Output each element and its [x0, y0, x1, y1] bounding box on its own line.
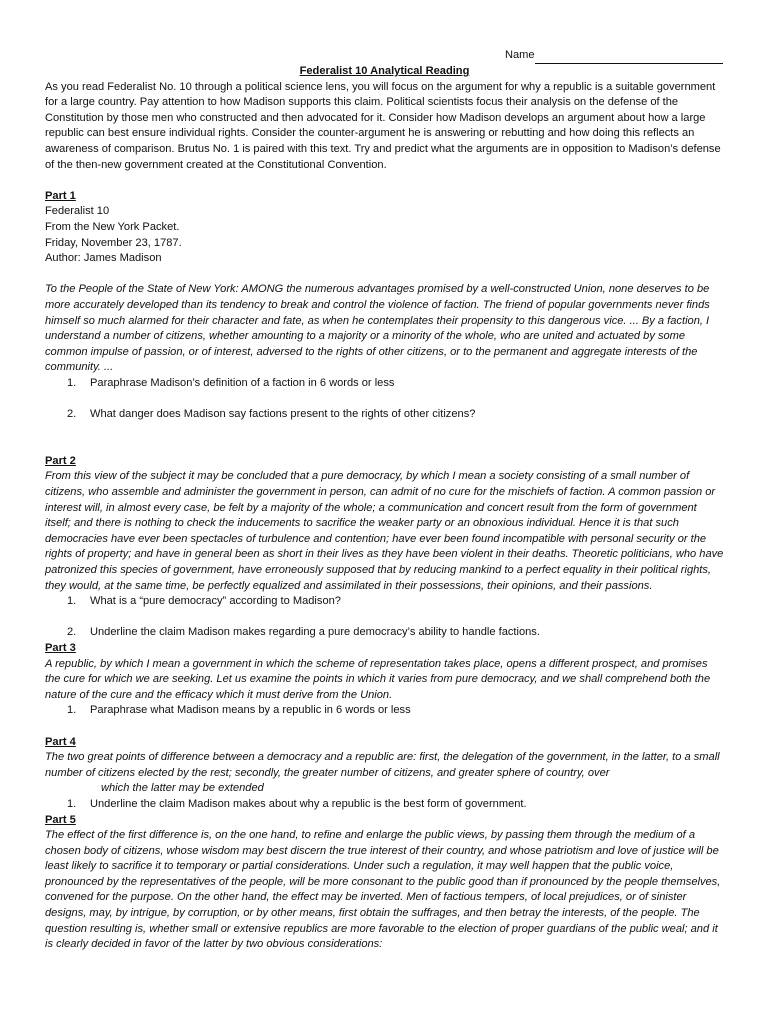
intro-paragraph: As you read Federalist No. 10 through a political science lens, you will focus on the argument for why a republic is a suitable government for a large country. Pay attention to how Madison supports this claim. Political scientists focus their analysis on the defense of the Constitution by those men who constructed and then advocated for it. Consider how Madison develops an argument about how a large republic can best ensure individual rights. Consider the counter-argument he is answering or rebutting and how doing this reflects an awareness of comparison. Brutus No. 1 is paired with this text. Try and predict what the arguments are in opposition to Madison’s defense of the then-new government created at the Constitutional Convention.: [45, 80, 721, 171]
part-4-questions: [45, 797, 724, 813]
name-blank-line[interactable]: [535, 51, 723, 64]
question-item: 1. Paraphrase what Madison means by a republic in 6 words or less: [67, 704, 411, 717]
part-1-questions: [45, 376, 724, 423]
part-1-heading: Part 1: [45, 189, 76, 202]
part-4-heading: Part 4: [45, 735, 76, 748]
question-item: 1. Underline the claim Madison makes about why a republic is the best form of government.: [67, 797, 527, 810]
part-3-questions: [45, 703, 724, 719]
part-2-questions: [45, 594, 724, 641]
source-line: Federalist 10: [45, 205, 110, 218]
name-label: Name: [505, 49, 535, 61]
source-line: Author: James Madison: [45, 252, 162, 265]
part-3-heading: Part 3: [45, 641, 76, 654]
part-2-passage: From this view of the subject it may be concluded that a pure democracy, by which I mean a society consisting of a small number of citizens, who assemble and administer the government in person, can admit of no cure for the mischiefs of faction. A common passion or interest will, in almost every case, be felt by a majority of the whole; a communication and concert result from the form of government itself; and there is nothing to check the inducements to sacrifice the weaker party or an obnoxious individual. Hence it is that such democracies have ever been spectacles of turbulence and contention; have ever been found incompatible with personal security or the rights of property; and have in general been as short in their lives as they have been violent in their deaths. Theoretic politicians, who have patronized this species of government, have erroneously supposed that by reducing mankind to a perfect equality in their political rights, they would, at the same time, be perfectly equalized and assimilated in their possessions, their opinions, and their passions.: [45, 470, 724, 592]
part-4-passage-continued: which the latter may be extended: [101, 782, 264, 795]
part-5-heading: Part 5: [45, 813, 76, 826]
part-5-passage: The effect of the first difference is, on the one hand, to refine and enlarge the public views, by passing them through the medium of a chosen body of citizens, whose wisdom may best discern the true interest of their country, and whose patriotism and love of justice will be least likely to sacrifice it to temporary or partial considerations. Under such a regulation, it may well happen that the public voice, pronounced by the representatives of the people, will be more consonant to the public good than if pronounced by the people themselves, convened for the purpose. On the other hand, the effect may be inverted. Men of factious tempers, of local prejudices, or of sinister designs, may, by intrigue, by corruption, or by other means, first obtain the suffrages, and then betray the interests, of the people. The question resulting is, whether small or extensive republics are more favorable to the election of proper guardians of the public weal; and it is clearly decided in favor of the latter by two obvious considerations:: [45, 829, 721, 951]
question-item: 1. What is a “pure democracy” according to Madison?: [67, 595, 341, 608]
part-4-passage: The two great points of difference between a democracy and a republic are: first, the delegation of the government, in the latter, to a small number of citizens elected by the rest; secondly, the greater number of citizens, and greater sphere of country, over: [45, 751, 720, 779]
question-item: 2. What danger does Madison say factions present to the rights of other citizens?: [67, 408, 476, 421]
question-item: 2. Underline the claim Madison makes regarding a pure democracy’s ability to handle factions.: [67, 626, 540, 639]
part-1-passage: To the People of the State of New York: AMONG the numerous advantages promised by a well-constructed Union, none deserves to be more accurately developed than its tendency to break and control the violence of faction. The friend of popular governments never finds himself so much alarmed for their character and fate, as when he contemplates their propensity to this dangerous vice. ... By a faction, I understand a number of citizens, whether amounting to a majority or a minority of the whole, who are united and actuated by some common impulse of passion, or of interest, adversed to the rights of other citizens, or to the permanent and aggregate interests of the community. ...: [45, 283, 710, 374]
source-line: From the New York Packet.: [45, 220, 180, 233]
question-item: 1. Paraphrase Madison’s definition of a faction in 6 words or less: [67, 376, 395, 389]
document-title: Federalist 10 Analytical Reading: [299, 65, 470, 77]
source-line: Friday, November 23, 1787.: [45, 236, 182, 249]
part-3-passage: A republic, by which I mean a government in which the scheme of representation takes place, opens a different prospect, and promises the cure for which we are seeking. Let us examine the points in which it varies from pure democracy, and we shall comprehend both the nature of the cure and the efficacy which it must derive from the Union.: [45, 657, 711, 701]
name-field[interactable]: [505, 48, 723, 64]
part-2-heading: Part 2: [45, 454, 76, 467]
